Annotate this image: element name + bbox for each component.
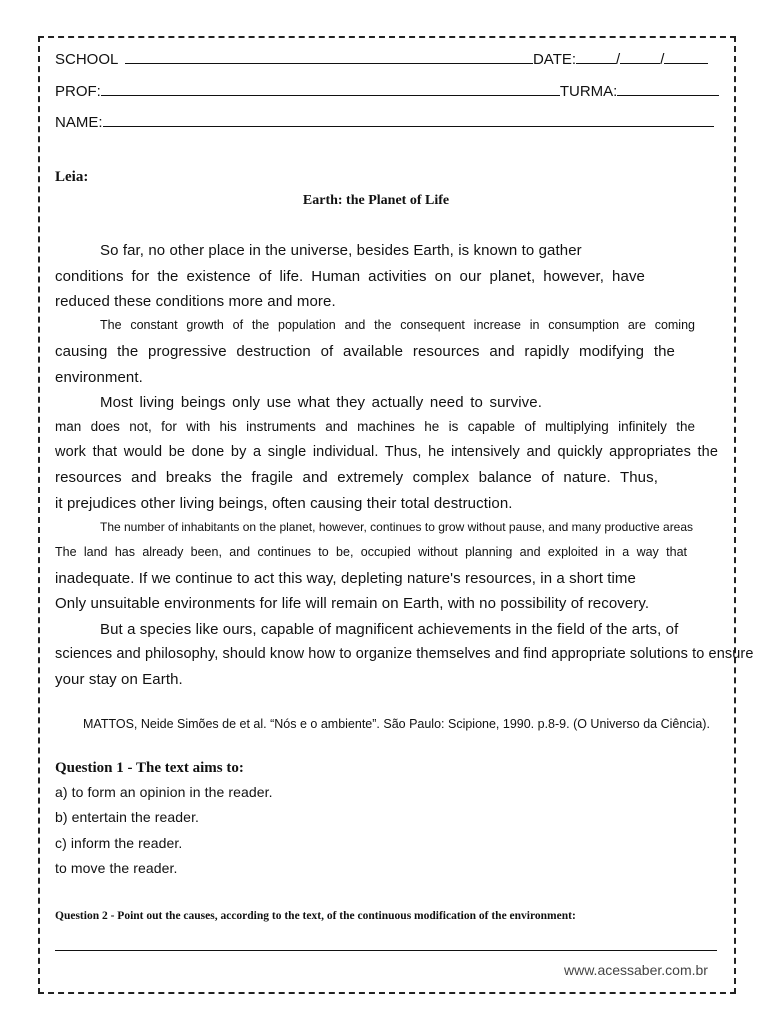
text-line: sciences and philosophy, should know how to organize themselves and find appropriate solutions to ensure xyxy=(55,646,754,662)
text-line: inadequate. If we continue to act this way, depleting nature's resources, in a short time xyxy=(55,570,636,587)
text-line: resources and breaks the fragile and extremely complex balance of nature. Thus, xyxy=(55,469,658,486)
question1-option-a[interactable]: a) to form an opinion in the reader. xyxy=(55,784,273,800)
text-line: causing the progressive destruction of available resources and rapidly modifying the xyxy=(55,343,675,360)
question1-title: Question 1 - The text aims to: xyxy=(55,760,244,776)
turma-blank[interactable] xyxy=(617,95,719,96)
name-label: NAME: xyxy=(55,114,103,131)
text-line: environment. xyxy=(55,369,143,386)
text-line: work that would be done by a single individual. Thus, he intensively and quickly appropriates the xyxy=(55,444,718,460)
text-line: Only unsuitable environments for life will remain on Earth, with no possibility of recovery. xyxy=(55,595,650,612)
prof-blank[interactable] xyxy=(101,95,560,96)
text-line: So far, no other place in the universe, besides Earth, is known to gather xyxy=(100,242,582,259)
text-line: conditions for the existence of life. Human activities on our planet, however, have xyxy=(55,268,645,285)
turma-label: TURMA: xyxy=(559,83,618,100)
text-line: man does not, for with his instruments and machines he is capable of multiplying infinitely the xyxy=(55,419,695,434)
citation: MATTOS, Neide Simões de et al. “Nós e o ambiente”. São Paulo: Scipione, 1990. p.8-9. (O Universo da Ciência). xyxy=(83,717,710,731)
text-line: The constant growth of the population and the consequent increase in consumption are coming xyxy=(100,318,695,332)
question2-title: Question 2 - Point out the causes, according to the text, of the continuous modification of the environment: xyxy=(55,910,576,922)
date-month-blank[interactable] xyxy=(620,63,660,64)
question1-option-b[interactable]: b) entertain the reader. xyxy=(55,809,200,825)
date-year-blank[interactable] xyxy=(664,63,708,64)
text-line: But a species like ours, capable of magnificent achievements in the field of the arts, of xyxy=(100,621,679,638)
text-line: Most living beings only use what they actually need to survive. xyxy=(100,394,542,411)
text-line: The number of inhabitants on the planet, however, continues to grow without pause, and many productive areas xyxy=(100,520,694,534)
name-field xyxy=(55,114,714,131)
school-blank[interactable] xyxy=(125,63,533,64)
date-day-blank[interactable] xyxy=(576,63,616,64)
name-blank[interactable] xyxy=(103,126,714,127)
text-line: reduced these conditions more and more. xyxy=(55,293,336,310)
school-field: SCHOOL DATE: / / xyxy=(55,51,708,68)
prof-field xyxy=(55,83,719,100)
text-line: it prejudices other living beings, often causing their total destruction. xyxy=(55,495,513,512)
question1-option-d[interactable]: to move the reader. xyxy=(55,860,178,876)
text-line: your stay on Earth. xyxy=(55,671,183,688)
question2-answer-line[interactable] xyxy=(55,950,717,951)
reading-title: Earth: the Planet of Life xyxy=(302,193,450,208)
school-label: SCHOOL xyxy=(55,51,118,68)
question1-option-c[interactable]: c) inform the reader. xyxy=(55,835,183,851)
reading-instruction: Leia: xyxy=(55,169,89,185)
date-label: DATE: xyxy=(532,51,577,68)
text-line: The land has already been, and continues to be, occupied without planning and exploited in a way that xyxy=(55,545,687,559)
prof-label: PROF: xyxy=(55,83,101,100)
website-footer: www.acessaber.com.br xyxy=(564,962,708,978)
